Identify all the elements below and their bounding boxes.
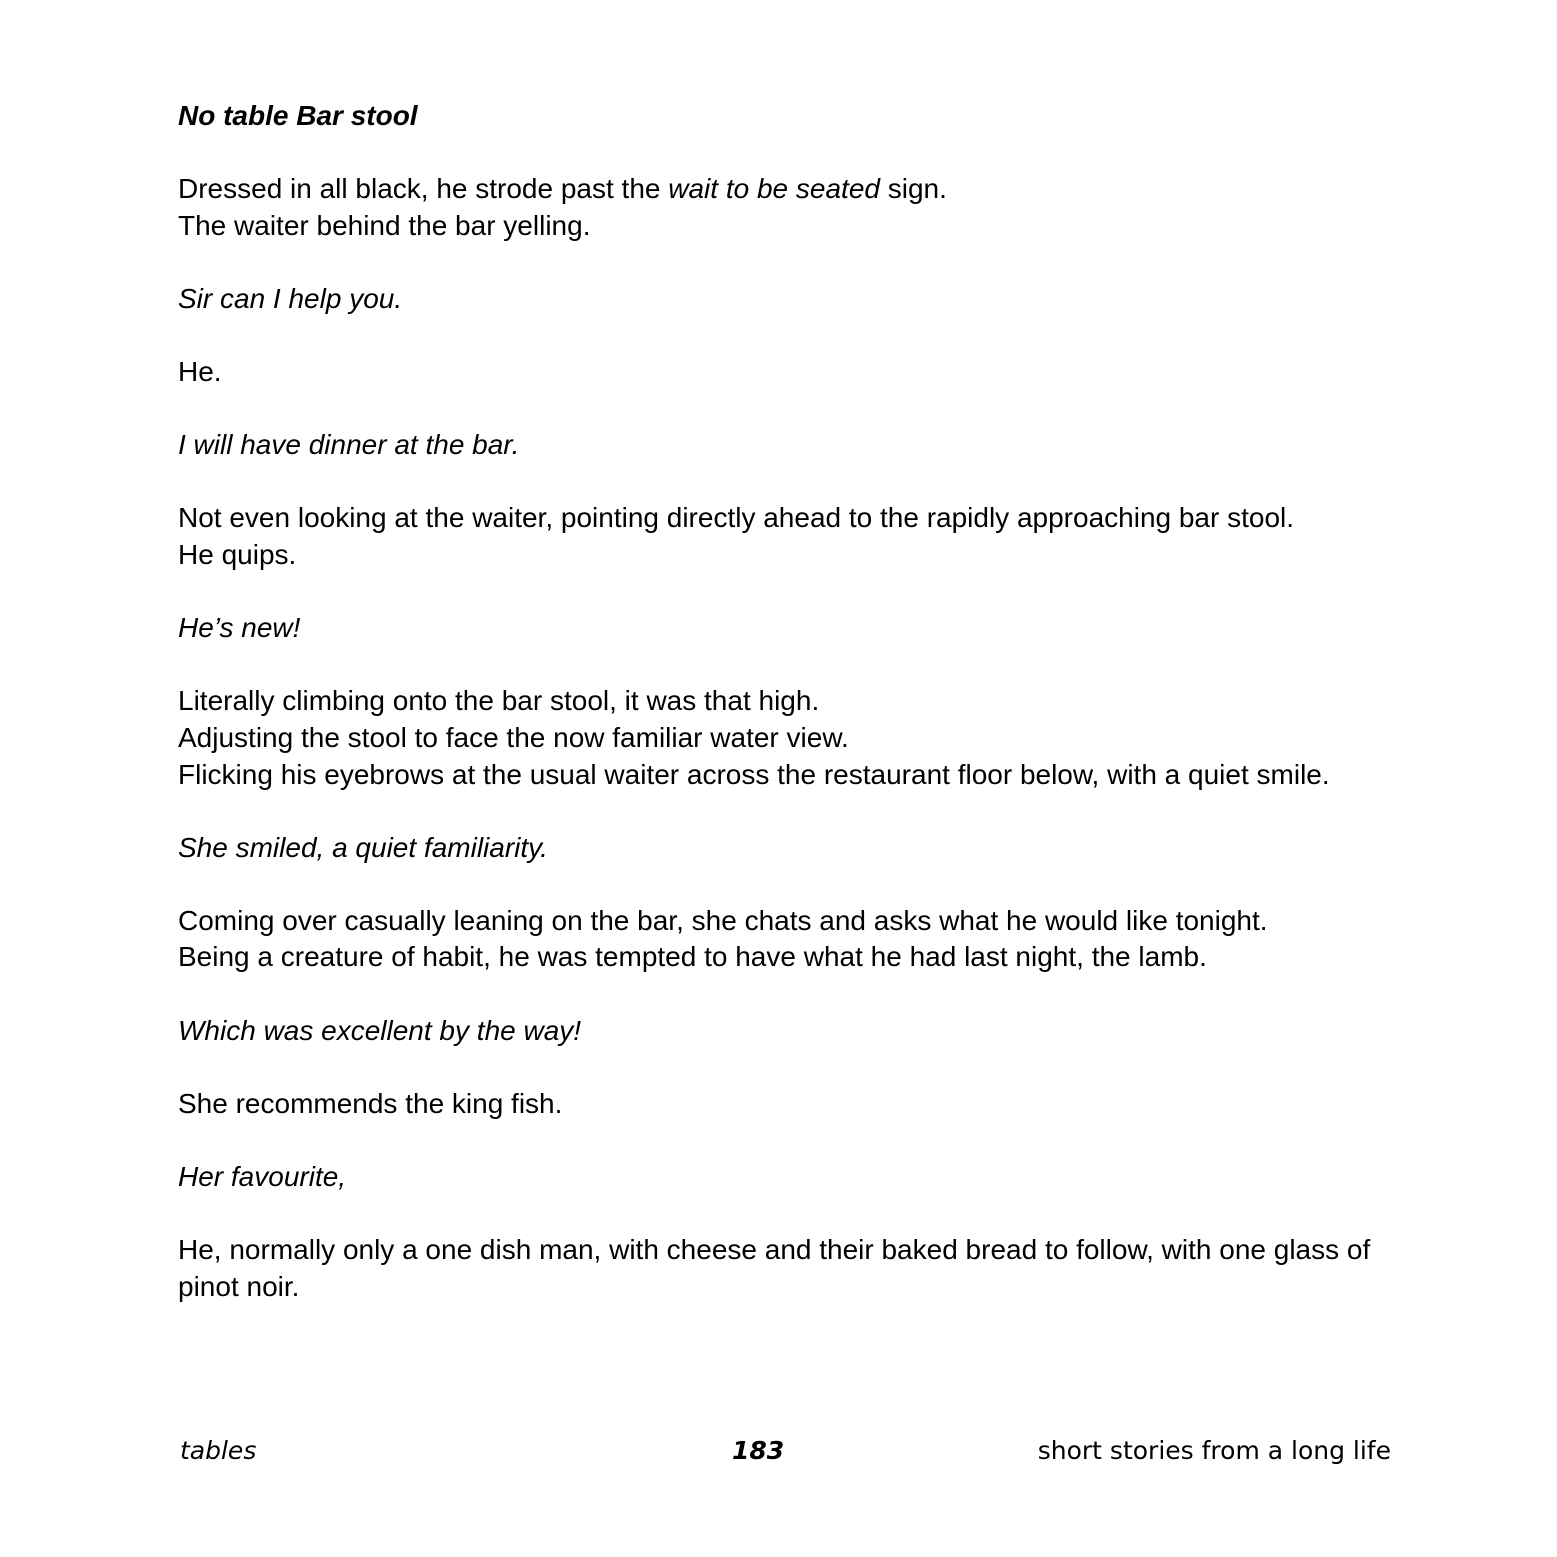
paragraph-9-line-2: Being a creature of habit, he was tempted to have what he had last night, the lamb. xyxy=(178,941,1207,973)
paragraph-1-line-2: The waiter behind the bar yelling. xyxy=(178,209,591,241)
text-run: sign. xyxy=(879,173,947,204)
paragraph-7-line-1: Literally climbing onto the bar stool, it was that high. xyxy=(178,685,820,717)
paragraph-8-italic: She smiled, a quiet familiarity. xyxy=(178,831,548,863)
paragraph-3: He. xyxy=(178,355,222,387)
paragraph-9-line-1: Coming over casually leaning on the bar, she chats and asks what he would like tonight. xyxy=(178,904,1268,936)
paragraph-5-line-2: He quips. xyxy=(178,538,297,570)
paragraph-5-line-1: Not even looking at the waiter, pointing directly ahead to the rapidly approaching bar stool. xyxy=(178,502,1295,534)
paragraph-11: She recommends the king fish. xyxy=(178,1087,563,1119)
text-run: Dressed in all black, he strode past the xyxy=(178,173,669,204)
sign-text-italic: wait to be seated xyxy=(668,173,880,204)
paragraph-13: He, normally only a one dish man, with cheese and their baked bread to follow, with one glass of pinot noir. xyxy=(178,1234,1371,1302)
paragraph-10-dialogue: Which was excellent by the way! xyxy=(178,1014,582,1046)
story-body xyxy=(178,171,1398,1342)
paragraph-4-dialogue: I will have dinner at the bar. xyxy=(178,429,520,461)
paragraph-7-line-2: Adjusting the stool to face the now familiar water view. xyxy=(178,721,849,753)
paragraph-7-line-3: Flicking his eyebrows at the usual waiter across the restaurant floor below, with a quiet smile. xyxy=(178,758,1330,790)
paragraph-7 xyxy=(178,683,1398,793)
story-title: No table Bar stool xyxy=(178,100,418,131)
footer-section-name: tables xyxy=(180,1436,257,1465)
footer-page-number: 183 xyxy=(732,1436,785,1465)
footer-book-title: short stories from a long life xyxy=(1037,1436,1391,1465)
paragraph-2-dialogue: Sir can I help you. xyxy=(178,282,403,314)
paragraph-6-dialogue: He’s new! xyxy=(178,612,301,644)
paragraph-1 xyxy=(178,171,1398,244)
paragraph-1-line-1 xyxy=(178,171,1398,208)
paragraph-12-dialogue: Her favourite, xyxy=(178,1161,347,1193)
paragraph-5 xyxy=(178,500,1398,573)
paragraph-9 xyxy=(178,903,1398,976)
